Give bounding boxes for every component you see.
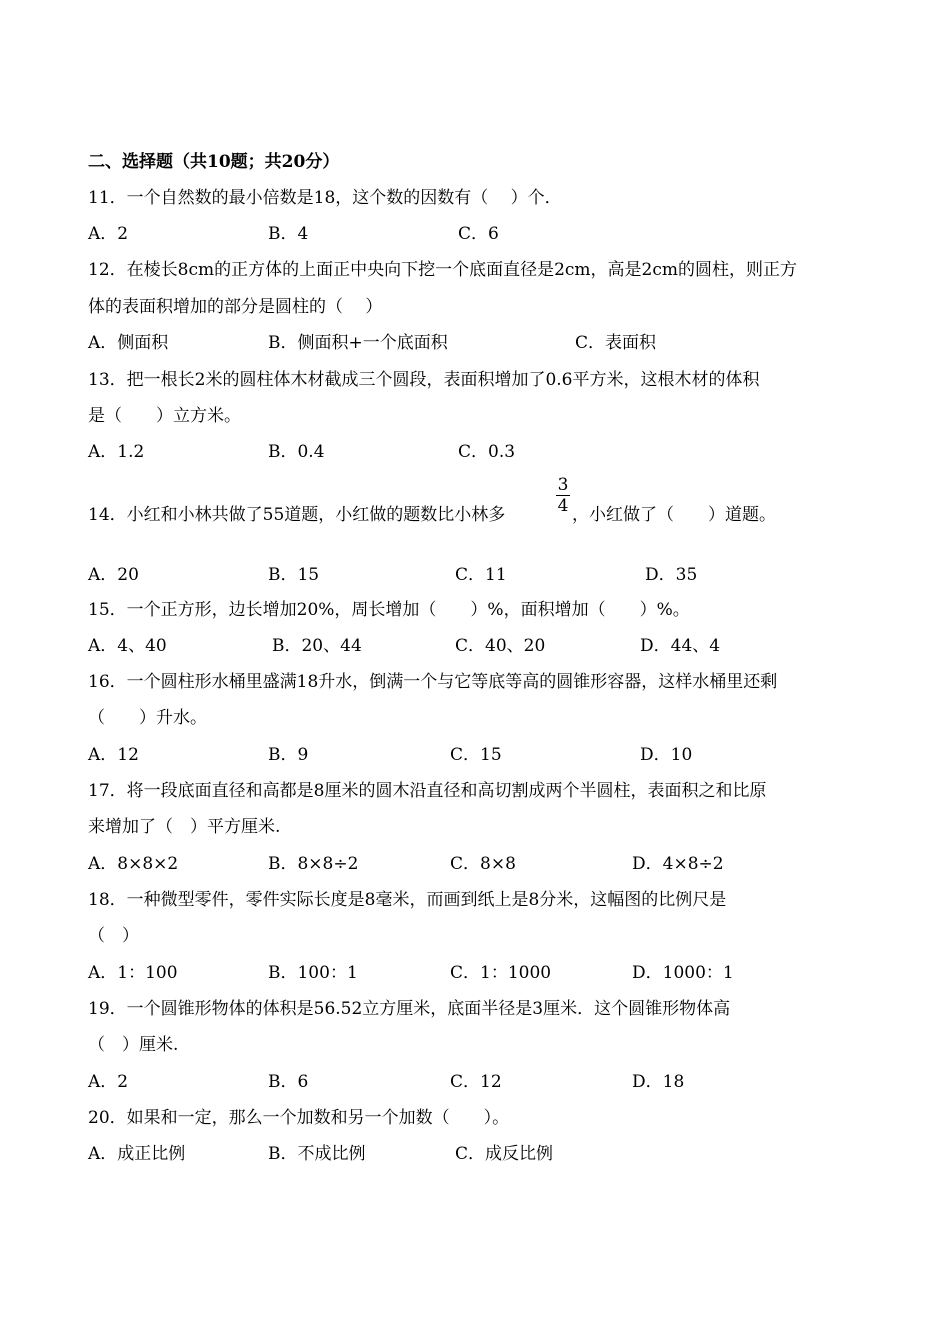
section-heading: 二、选择题（共10题；共20分） (88, 152, 340, 172)
question-19-line1: 19．一个圆锥形物体的体积是56.52立方厘米，底面半径是3厘米．这个圆锥形物体高 (88, 999, 731, 1019)
q17-option-a: A．8×8×2 (88, 854, 179, 874)
q12-option-b: B．侧面积+一个底面积 (268, 333, 448, 353)
q15-option-b: B．20、44 (272, 636, 362, 656)
question-17-line2: 来增加了（ ）平方厘米. (88, 817, 281, 837)
q12-option-c: C．表面积 (575, 333, 657, 353)
q14-option-b: B．15 (268, 565, 320, 585)
q20-option-c: C．成反比例 (455, 1144, 554, 1164)
q15-option-d: D．44、4 (640, 636, 721, 656)
q20-option-a: A．成正比例 (88, 1144, 186, 1164)
q18-option-d: D．1000：1 (632, 963, 734, 983)
q16-option-c: C．15 (450, 745, 502, 765)
question-17-line1: 17．将一段底面直径和高都是8厘米的圆木沿直径和高切割成两个半圆柱，表面积之和比原 (88, 781, 767, 801)
q12-option-a: A．侧面积 (88, 333, 169, 353)
q14-fraction-denominator: 4 (557, 496, 569, 516)
q16-option-a: A．12 (88, 745, 139, 765)
q11-option-c: C．6 (458, 224, 499, 244)
question-20-text: 20．如果和一定，那么一个加数和另一个加数（ ）。 (88, 1108, 510, 1128)
q11-option-b: B．4 (268, 224, 309, 244)
question-18-line1: 18．一种微型零件，零件实际长度是8毫米，而画到纸上是8分米，这幅图的比例尺是 (88, 890, 727, 910)
q11-option-a: A．2 (88, 224, 129, 244)
question-14-text-after: ，小红做了（ ）道题。 (572, 505, 776, 525)
q13-option-a: A．1.2 (88, 442, 145, 462)
q14-fraction-numerator: 3 (557, 475, 569, 495)
q17-option-c: C．8×8 (450, 854, 516, 874)
q16-option-d: D．10 (640, 745, 693, 765)
question-16-line1: 16．一个圆柱形水桶里盛满18升水，倒满一个与它等底等高的圆锥形容器，这样水桶里还剩 (88, 672, 778, 692)
q20-option-b: B．不成比例 (268, 1144, 366, 1164)
q13-option-c: C．0.3 (458, 442, 516, 462)
question-18-line2: （ ） (88, 926, 139, 946)
q18-option-a: A．1：100 (88, 963, 178, 983)
question-15-text: 15．一个正方形，边长增加20%，周长增加（ ）%，面积增加（ ）%。 (88, 600, 690, 620)
question-14-text-before: 14．小红和小林共做了55道题，小红做的题数比小林多 (88, 505, 506, 525)
q14-option-c: C．11 (455, 565, 507, 585)
q19-option-a: A．2 (88, 1072, 129, 1092)
q17-option-d: D．4×8÷2 (632, 854, 724, 874)
q19-option-d: D．18 (632, 1072, 685, 1092)
q14-option-d: D．35 (645, 565, 698, 585)
q14-fraction (556, 476, 570, 515)
question-12-line1: 12．在棱长8cm的正方体的上面正中央向下挖一个底面直径是2cm，高是2cm的圆柱，则正方 (88, 260, 798, 280)
question-12-line2: 体的表面积增加的部分是圆柱的（ ） (88, 297, 383, 317)
question-13-line1: 13．把一根长2米的圆柱体木材截成三个圆段，表面积增加了0.6平方米，这根木材的体积 (88, 370, 760, 390)
question-13-line2: 是（ ）立方米。 (88, 406, 241, 426)
q16-option-b: B．9 (268, 745, 309, 765)
q17-option-b: B．8×8÷2 (268, 854, 359, 874)
q19-option-b: B．6 (268, 1072, 309, 1092)
q19-option-c: C．12 (450, 1072, 502, 1092)
q15-option-c: C．40、20 (455, 636, 546, 656)
q14-option-a: A．20 (88, 565, 139, 585)
q13-option-b: B．0.4 (268, 442, 325, 462)
q15-option-a: A．4、40 (88, 636, 167, 656)
question-19-line2: （ ）厘米. (88, 1035, 179, 1055)
question-11-text: 11．一个自然数的最小倍数是18，这个数的因数有（ ）个． (88, 188, 562, 208)
q18-option-c: C．1：1000 (450, 963, 552, 983)
q18-option-b: B．100：1 (268, 963, 358, 983)
question-16-line2: （ ）升水。 (88, 708, 207, 728)
